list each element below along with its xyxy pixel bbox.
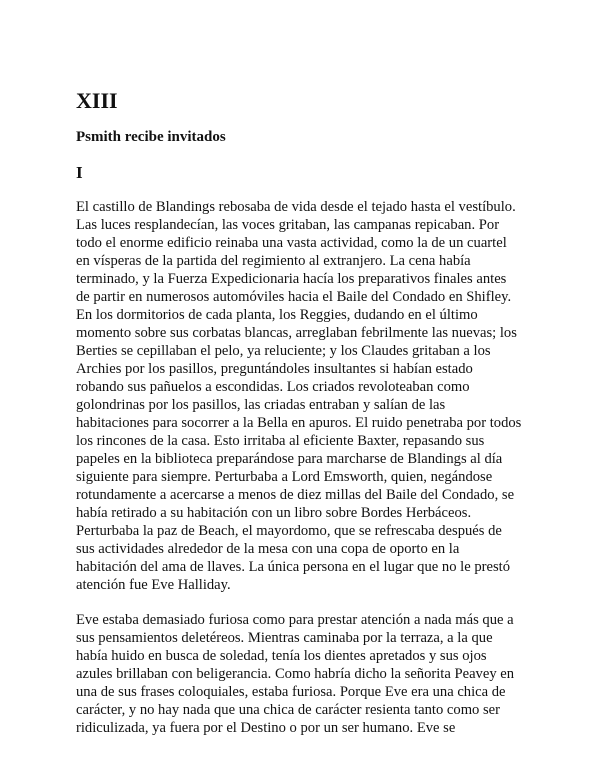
text-line: todo el enorme edificio reinaba una vasta actividad, como la de un cuartel: [76, 235, 507, 251]
text-line: Archies por los pasillos, preguntándoles insultantes si habían estado: [76, 361, 473, 377]
text-line: momento sobre sus corbatas blancas, arreglaban febrilmente las nuevas; los: [76, 325, 517, 341]
text-line: Berties se cepillaban el pelo, ya reluciente; y los Claudes gritaban a los: [76, 343, 491, 359]
text-line: Las luces resplandecían, las voces gritaban, las campanas repicaban. Por: [76, 217, 500, 233]
text-line: Perturbaba la paz de Beach, el mayordomo, que se refrescaba después de: [76, 523, 502, 539]
text-line: habitaciones para socorrer a la Bella en apuros. El ruido penetraba por todos: [76, 415, 522, 431]
paragraph: [76, 611, 536, 737]
text-line: atención fue Eve Halliday.: [76, 577, 231, 593]
text-line: en vísperas de la partida del regimiento al extranjero. La cena había: [76, 253, 471, 269]
text-line: En los dormitorios de cada planta, los Reggies, dudando en el último: [76, 307, 478, 323]
text-line: los rincones de la casa. Esto irritaba al eficiente Baxter, repasando sus: [76, 433, 485, 449]
text-line: una de sus frases coloquiales, estaba furiosa. Porque Eve era una chica de: [76, 684, 506, 700]
text-line: habitación del ama de llaves. La única persona en el lugar que no le prestó: [76, 559, 510, 575]
text-line: rotundamente a acercarse a menos de diez millas del Baile del Condado, se: [76, 487, 515, 503]
text-line: siguiente para siempre. Perturbaba a Lord Emsworth, quien, negándose: [76, 469, 493, 485]
text-line: Eve estaba demasiado furiosa como para prestar atención a nada más que a: [76, 612, 514, 628]
chapter-number: XIII: [76, 88, 118, 113]
section-number: I: [76, 163, 83, 182]
text-line: azules brillaban con beligerancia. Como habría dicho la señorita Peavey en: [76, 666, 515, 682]
paragraph-gap: [76, 594, 536, 611]
text-line: ridiculizada, ya fuera por el Destino o por un ser humano. Eve se: [76, 720, 456, 736]
text-line: terminado, y la Fuerza Expedicionaria hacía los preparativos finales antes: [76, 271, 507, 287]
chapter-title: Psmith recibe invitados: [76, 129, 226, 145]
text-line: sus pensamientos deletéreos. Mientras caminaba por la terraza, a la que: [76, 630, 493, 646]
body-text: [76, 198, 536, 737]
text-line: había huido en busca de soledad, tenía los dientes apretados y sus ojos: [76, 648, 487, 664]
text-line: carácter, y no hay nada que una chica de carácter resienta tanto como ser: [76, 702, 501, 718]
text-line: El castillo de Blandings rebosaba de vida desde el tejado hasta el vestíbulo.: [76, 199, 516, 215]
text-line: papeles en la biblioteca preparándose para marcharse de Blandings al día: [76, 451, 503, 467]
paragraph: [76, 198, 536, 594]
text-line: de partir en numerosos automóviles hacia el Baile del Condado en Shifley.: [76, 289, 512, 305]
text-line: golondrinas por los pasillos, las criadas entraban y salían de las: [76, 397, 446, 413]
text-line: sus actividades alrededor de la mesa con una copa de oporto en la: [76, 541, 460, 557]
text-line: había retirado a su habitación con un libro sobre Bordes Herbáceos.: [76, 505, 472, 521]
text-line: robando sus pañuelos a escondidas. Los criados revoloteaban como: [76, 379, 470, 395]
